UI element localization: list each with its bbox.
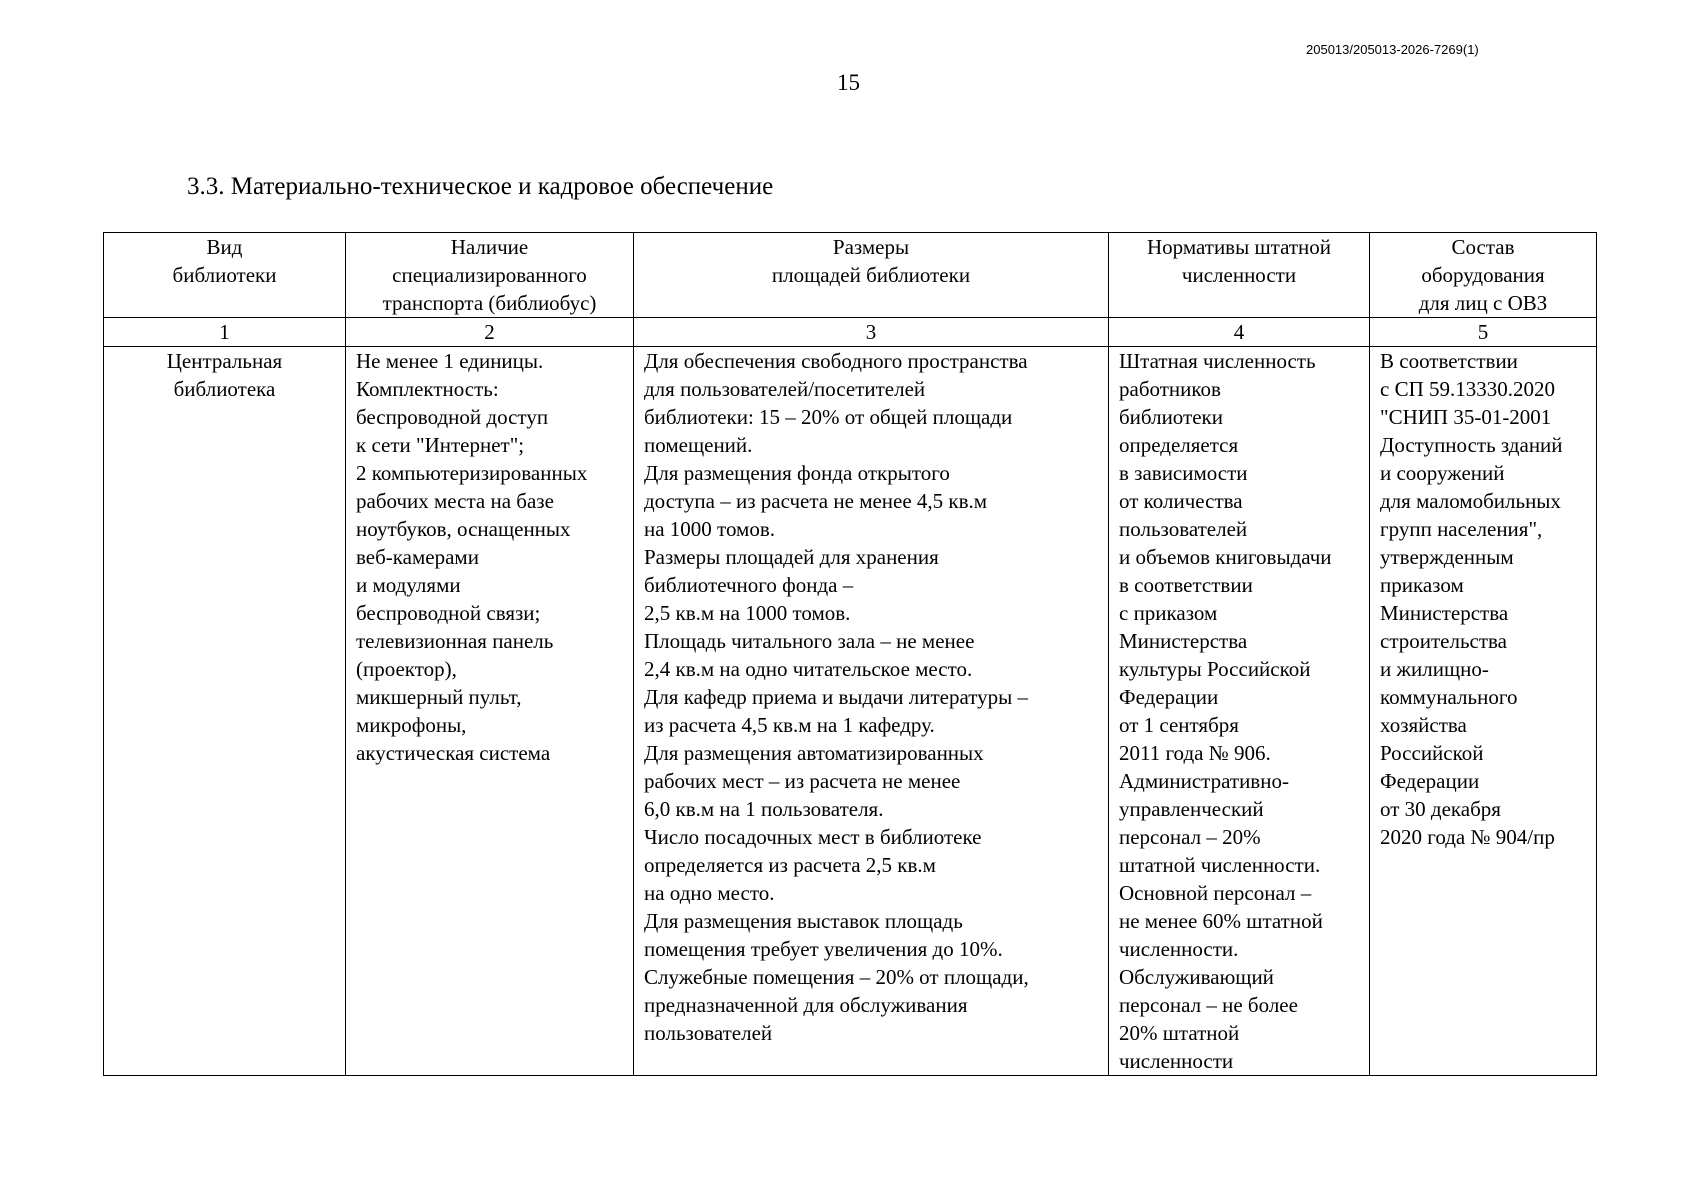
cell-line: из расчета 4,5 кв.м на 1 кафедру. xyxy=(644,713,935,737)
cell-line: Для размещения автоматизированных xyxy=(644,741,984,765)
cell-line: специализированного xyxy=(392,263,587,287)
cell-line: и сооружений xyxy=(1380,461,1505,485)
cell-line: хозяйства xyxy=(1380,713,1467,737)
cell-line: от 1 сентября xyxy=(1119,713,1239,737)
table-header-row xyxy=(104,233,1597,318)
cell-line: Служебные помещения – 20% от площади, xyxy=(644,965,1029,989)
cell-line: численности xyxy=(1181,263,1297,287)
cell-line: акустическая система xyxy=(356,741,551,765)
cell-line: 2 компьютеризированных xyxy=(356,461,588,485)
cell-line: персонал – не более xyxy=(1119,993,1298,1017)
cell-line: пользователей xyxy=(644,1021,773,1045)
column-number: 2 xyxy=(346,318,634,347)
cell-line: групп населения", xyxy=(1380,517,1543,541)
cell-line: 20% штатной xyxy=(1119,1021,1240,1045)
cell-line: Административно- xyxy=(1119,769,1289,793)
cell-line: не менее 60% штатной xyxy=(1119,909,1323,933)
cell-line: от 30 декабря xyxy=(1380,797,1501,821)
column-header xyxy=(346,233,634,318)
column-header xyxy=(1370,233,1597,318)
cell-line: Вид xyxy=(206,235,243,259)
cell-line: Не менее 1 единицы. xyxy=(356,349,544,373)
column-number: 3 xyxy=(634,318,1109,347)
cell-line: рабочих мест – из расчета не менее xyxy=(644,769,961,793)
page-number: 15 xyxy=(837,70,860,95)
cell-line: персонал – 20% xyxy=(1119,825,1261,849)
cell-line: Нормативы штатной xyxy=(1147,235,1331,259)
cell-line: В соответствии xyxy=(1380,349,1518,373)
cell-line: Размеры площадей для хранения xyxy=(644,545,939,569)
cell-line: пользователей xyxy=(1119,517,1248,541)
cell-line: библиотеки: 15 – 20% от общей площади xyxy=(644,405,1013,429)
cell-line: Центральная xyxy=(166,349,283,373)
cell-line: определяется xyxy=(1119,433,1239,457)
cell-line: численности. xyxy=(1119,937,1239,961)
cell-line: библиотеки xyxy=(172,263,277,287)
cell-line: транспорта (библиобус) xyxy=(382,291,597,315)
cell-line: площадей библиотеки xyxy=(771,263,971,287)
cell-line: на 1000 томов. xyxy=(644,517,776,541)
cell-line: для маломобильных xyxy=(1380,489,1561,513)
cell-line: численности xyxy=(1119,1049,1234,1073)
cell-line: микшерный пульт, xyxy=(356,685,522,709)
column-header xyxy=(634,233,1109,318)
cell-line: в соответствии xyxy=(1119,573,1253,597)
cell-line: телевизионная панель xyxy=(356,629,554,653)
cell-line: помещения требует увеличения до 10%. xyxy=(644,937,1003,961)
area-cell xyxy=(634,347,1109,1076)
cell-line: 6,0 кв.м на 1 пользователя. xyxy=(644,797,884,821)
cell-line: 2,4 кв.м на одно читательское место. xyxy=(644,657,973,681)
cell-line: рабочих места на базе xyxy=(356,489,554,513)
cell-line: библиотеки xyxy=(1119,405,1223,429)
cell-line: Министерства xyxy=(1380,601,1509,625)
cell-line: 2011 года № 906. xyxy=(1119,741,1271,765)
cell-line: предназначенной для обслуживания xyxy=(644,993,968,1017)
cell-line: ноутбуков, оснащенных xyxy=(356,517,571,541)
cell-line: беспроводной доступ xyxy=(356,405,549,429)
cell-line: оборудования xyxy=(1421,263,1545,287)
column-header xyxy=(104,233,346,318)
transport-cell xyxy=(346,347,634,1076)
cell-line: Наличие xyxy=(450,235,529,259)
cell-line: Министерства xyxy=(1119,629,1248,653)
cell-line: (проектор), xyxy=(356,657,457,681)
cell-line: в зависимости xyxy=(1119,461,1248,485)
cell-line: и модулями xyxy=(356,573,461,597)
cell-line: работников xyxy=(1119,377,1221,401)
cell-line: для лиц с ОВЗ xyxy=(1418,291,1548,315)
cell-line: Обслуживающий xyxy=(1119,965,1274,989)
cell-line: Для обеспечения свободного пространства xyxy=(644,349,1028,373)
cell-line: Для размещения выставок площадь xyxy=(644,909,963,933)
cell-line: Комплектность: xyxy=(356,377,499,401)
cell-line: к сети "Интернет"; xyxy=(356,433,525,457)
column-number: 5 xyxy=(1370,318,1597,347)
cell-line: культуры Российской xyxy=(1119,657,1311,681)
cell-line: строительства xyxy=(1380,629,1508,653)
cell-line: помещений. xyxy=(644,433,753,457)
document-id: 205013/205013-2026-7269(1) xyxy=(1306,42,1479,57)
cell-line: Число посадочных мест в библиотеке xyxy=(644,825,982,849)
cell-line: 2020 года № 904/пр xyxy=(1380,825,1555,849)
cell-line: Состав xyxy=(1451,235,1515,259)
cell-line: коммунального xyxy=(1380,685,1518,709)
column-number-row xyxy=(104,318,1597,347)
column-number: 4 xyxy=(1109,318,1370,347)
section-title: 3.3. Материально-техническое и кадровое обеспечение xyxy=(187,173,774,200)
cell-line: Размеры xyxy=(832,235,910,259)
cell-line: Федерации xyxy=(1380,769,1480,793)
staffing-cell xyxy=(1109,347,1370,1076)
cell-line: с СП 59.13330.2020 xyxy=(1380,377,1555,401)
cell-line: от количества xyxy=(1119,489,1243,513)
cell-line: для пользователей/посетителей xyxy=(644,377,926,401)
cell-line: веб-камерами xyxy=(356,545,479,569)
cell-line: на одно место. xyxy=(644,881,775,905)
cell-line: Основной персонал – xyxy=(1119,881,1312,905)
cell-line: доступа – из расчета не менее 4,5 кв.м xyxy=(644,489,988,513)
cell-line: и объемов книговыдачи xyxy=(1119,545,1332,569)
cell-line: Российской xyxy=(1380,741,1484,765)
cell-line: микрофоны, xyxy=(356,713,467,737)
table-row xyxy=(104,347,1597,1076)
cell-line: 2,5 кв.м на 1000 томов. xyxy=(644,601,851,625)
column-header xyxy=(1109,233,1370,318)
cell-line: Площадь читального зала – не менее xyxy=(644,629,975,653)
cell-line: утвержденным xyxy=(1380,545,1514,569)
cell-line: библиотечного фонда – xyxy=(644,573,854,597)
cell-line: с приказом xyxy=(1119,601,1218,625)
cell-line: Федерации xyxy=(1119,685,1219,709)
cell-line: "СНИП 35-01-2001 xyxy=(1380,405,1552,429)
cell-line: определяется из расчета 2,5 кв.м xyxy=(644,853,936,877)
cell-line: беспроводной связи; xyxy=(356,601,541,625)
accessibility-equipment-cell xyxy=(1370,347,1597,1076)
library-type-cell xyxy=(104,347,346,1076)
cell-line: Доступность зданий xyxy=(1380,433,1563,457)
cell-line: штатной численности. xyxy=(1119,853,1321,877)
cell-line: Для размещения фонда открытого xyxy=(644,461,950,485)
column-number: 1 xyxy=(104,318,346,347)
cell-line: управленческий xyxy=(1119,797,1264,821)
cell-line: приказом xyxy=(1380,573,1464,597)
equipment-staffing-table xyxy=(103,232,1597,1076)
cell-line: Штатная численность xyxy=(1119,349,1316,373)
cell-line: библиотека xyxy=(173,377,276,401)
cell-line: и жилищно- xyxy=(1380,657,1489,681)
cell-line: Для кафедр приема и выдачи литературы – xyxy=(644,685,1028,709)
